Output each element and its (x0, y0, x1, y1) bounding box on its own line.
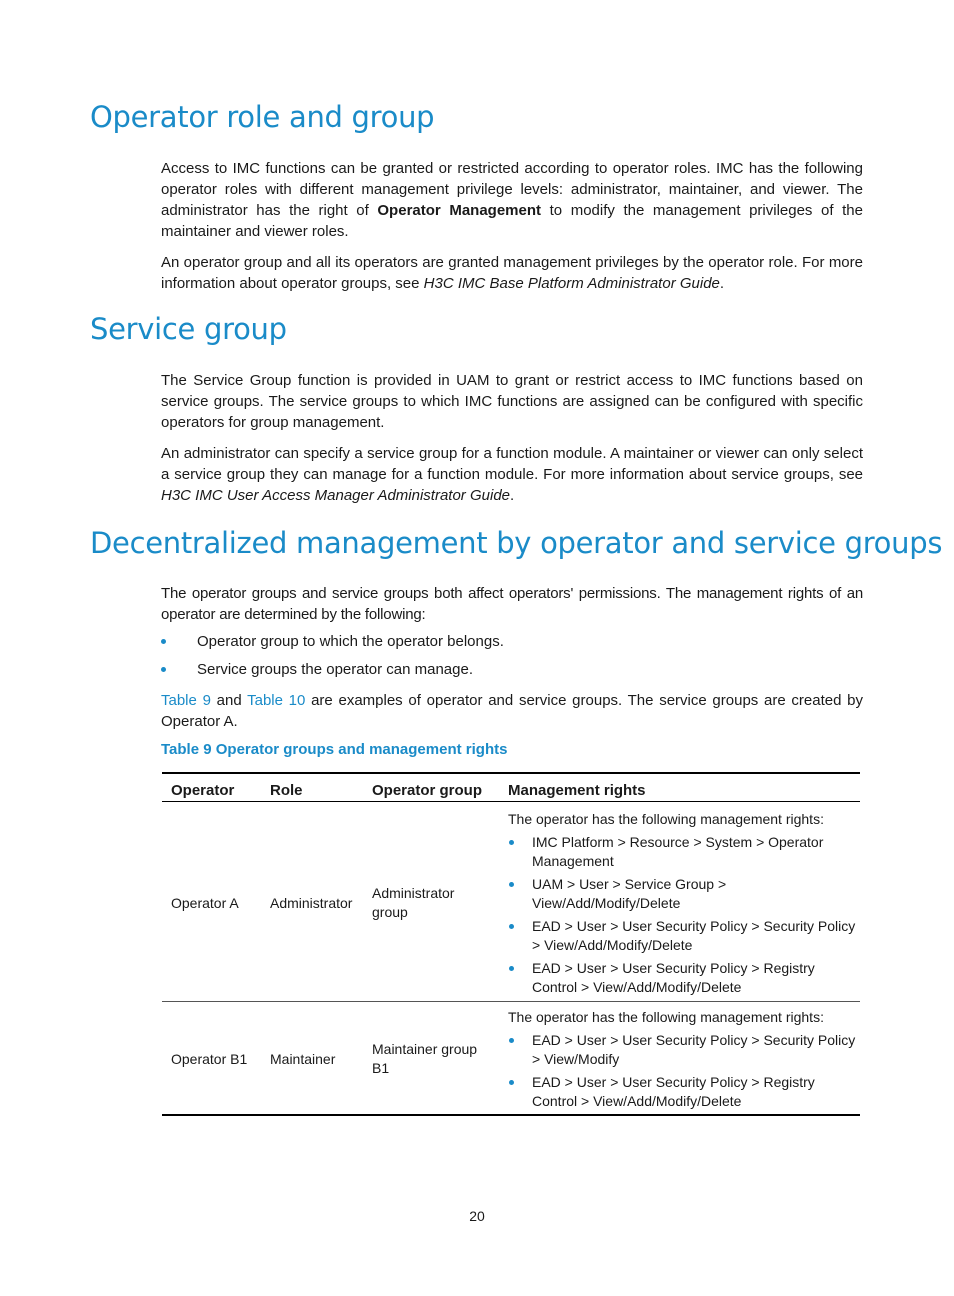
paragraph-table-reference (161, 690, 863, 732)
text-run: and (210, 692, 248, 709)
cell-operator: Operator A (171, 895, 239, 911)
paragraph-decentralized-intro: The operator groups and service groups both affect operators' permissions. The management rights of an operator are determined by the following: (161, 585, 863, 623)
text-run: . (510, 487, 515, 504)
rights-text: EAD > User > User Security Policy > Security Policy > View/Add/Modify/Delete (532, 918, 856, 953)
table-top-rule (162, 772, 860, 774)
cell-rights-intro: The operator has the following management rights: (508, 1009, 824, 1025)
header-role: Role (270, 782, 303, 799)
bullet-text: Service groups the operator can manage. (197, 661, 473, 678)
rights-text: EAD > User > User Security Policy > Registry Control > View/Add/Modify/Delete (532, 1074, 815, 1109)
bold-term-operator-management: Operator Management (377, 202, 542, 219)
bullet-dot-icon (509, 924, 514, 929)
text-run: An administrator can specify a service group for a function module. A maintainer or viewer can only select a service group they can manage for a function module. For more information about service groups, see (161, 445, 863, 483)
text-run: An operator group and all its operators are granted management privileges by the operator role. For more information about operator groups, see (161, 254, 863, 292)
table-header-rule (162, 801, 860, 802)
header-operator-group: Operator group (372, 782, 483, 799)
cell-operator: Operator B1 (171, 1051, 248, 1067)
bullet-text: Operator group to which the operator belongs. (197, 633, 504, 650)
text-run: . (719, 275, 725, 292)
heading-operator-role-and-group: Operator role and group (90, 100, 435, 134)
bullet-dot-icon (161, 639, 166, 644)
cell-role: Maintainer (270, 1051, 336, 1067)
rights-text: IMC Platform > Resource > System > Operator Management (532, 834, 824, 869)
cell-rights-intro: The operator has the following management rights: (508, 811, 824, 827)
heading-decentralized-management: Decentralized management by operator and service groups (90, 526, 943, 560)
bullet-dot-icon (509, 840, 514, 845)
rights-text: EAD > User > User Security Policy > Security Policy > View/Modify (532, 1032, 856, 1067)
table-caption: Table 9 Operator groups and management rights (161, 741, 508, 758)
rights-text: UAM > User > Service Group > View/Add/Modify/Delete (532, 876, 727, 911)
paragraph-operator-groups (161, 252, 863, 294)
text-run: are examples of operator and service groups. The service groups are created by Operator A. (161, 692, 863, 730)
paragraph-operator-roles (161, 158, 863, 242)
bullet-dot-icon (509, 1038, 514, 1043)
cell-operator-group: Maintainer group B1 (372, 1041, 478, 1076)
page-number: 20 (469, 1208, 485, 1224)
text-run: to modify the management privileges of the maintainer and viewer roles. (161, 202, 863, 240)
link-table-10[interactable]: Table 10 (247, 692, 306, 709)
bullet-dot-icon (509, 882, 514, 887)
paragraph-service-group-admin (161, 443, 863, 506)
link-table-9[interactable]: Table 9 (161, 692, 211, 709)
header-management-rights: Management rights (508, 782, 646, 799)
bullet-dot-icon (161, 667, 166, 672)
rights-text: EAD > User > User Security Policy > Registry Control > View/Add/Modify/Delete (532, 960, 815, 995)
cell-operator-group: Administrator group (372, 885, 455, 920)
heading-service-group: Service group (90, 312, 287, 346)
paragraph-service-group-function: The Service Group function is provided in UAM to grant or restrict access to IMC functions based on service groups. The service groups to which IMC functions are assigned can be configured with specific operators for group management. (161, 372, 863, 431)
header-operator: Operator (171, 782, 235, 799)
bullet-dot-icon (509, 966, 514, 971)
bullet-dot-icon (509, 1080, 514, 1085)
table-row-rule (162, 1001, 860, 1002)
cell-role: Administrator (270, 895, 353, 911)
italic-doc-title: H3C IMC Base Platform Administrator Guide (423, 275, 720, 292)
italic-doc-title: H3C IMC User Access Manager Administrator Guide (161, 487, 510, 504)
table-bottom-rule (162, 1114, 860, 1116)
text-run: Access to IMC functions can be granted or restricted according to operator roles. IMC has the following operator roles with different management privilege levels: administrator, maintainer, and viewer. The administrator has the right of (161, 160, 863, 219)
